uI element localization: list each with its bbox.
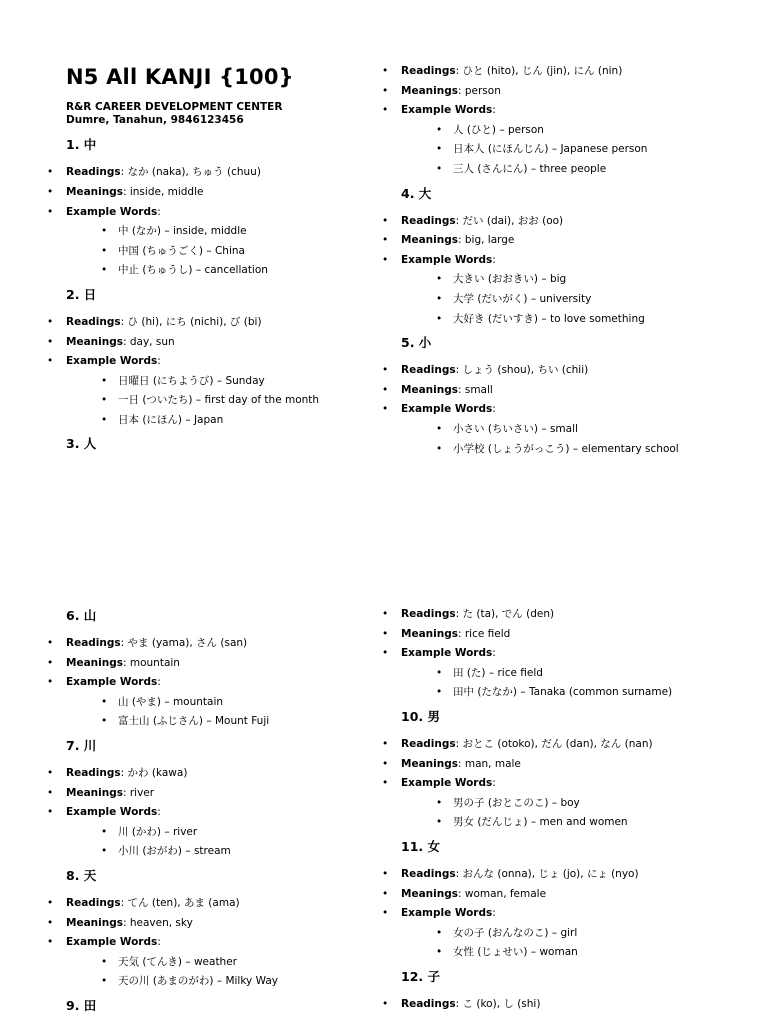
organization-address: Dumre, Tanahun, 9846123456 xyxy=(66,114,244,127)
kanji-entry-8 xyxy=(47,868,377,992)
meanings-item: • Meanings: man, male xyxy=(382,755,712,775)
example-word: • 女の子 (おんなのこ) – girl xyxy=(401,924,712,944)
readings-item: • Readings: こ (ko), し (shi) xyxy=(382,995,712,1015)
kanji-heading: 10. 男 xyxy=(401,708,440,724)
example-word: • 三人 (さんにん) – three people xyxy=(401,160,712,180)
bottom-right-column xyxy=(382,605,712,1021)
example-word: • 田中 (たなか) – Tanaka (common surname) xyxy=(401,683,712,703)
kanji-heading: 4. 大 xyxy=(401,185,432,201)
example-word: • 小学校 (しょうがっこう) – elementary school xyxy=(401,440,712,460)
kanji-heading: 6. 山 xyxy=(66,608,97,623)
example-word: • 中止 (ちゅうし) – cancellation xyxy=(66,261,377,281)
readings-item: • Readings: しょう (shou), ちい (chii) xyxy=(382,361,712,381)
example-word: • 大好き (だいすき) – to love something xyxy=(401,310,712,330)
example-word: • 小さい (ちいさい) – small xyxy=(401,420,712,440)
top-left-column xyxy=(47,66,377,462)
top-right-column xyxy=(382,62,712,465)
readings-item: • Readings: ひと (hito), じん (jin), にん (nin) xyxy=(382,62,712,82)
kanji-heading: 8. 天 xyxy=(66,867,97,883)
readings-item: • Readings: かわ (kawa) xyxy=(47,764,377,784)
kanji-entry-3 xyxy=(47,436,377,451)
meanings-item: • Meanings: river xyxy=(47,784,377,804)
readings-item: • Readings: てん (ten), あま (ama) xyxy=(47,894,377,914)
organization-name: R&R CAREER DEVELOPMENT CENTER xyxy=(66,101,283,114)
kanji-heading: 11. 女 xyxy=(401,838,440,854)
kanji-entry-12 xyxy=(382,969,712,1015)
examples-item: • Example Words: • 小さい (ちいさい) – small • 小学校 (しょうがっこう) – elementary school xyxy=(382,400,712,459)
examples-item: • Example Words: • 大きい (おおきい) – big • 大学 (だいがく) – university • 大好き (だいすき) – to love something xyxy=(382,251,712,329)
example-word: • 女性 (じょせい) – woman xyxy=(401,943,712,963)
examples-item: • Example Words: • 山 (やま) – mountain • 富士山 (ふじさん) – Mount Fuji xyxy=(47,673,377,732)
meanings-item: • Meanings: small xyxy=(382,381,712,401)
example-word: • 天の川 (あまのがわ) – Milky Way xyxy=(66,972,377,992)
example-word: • 大きい (おおきい) – big xyxy=(401,270,712,290)
examples-item: • Example Words: • 川 (かわ) – river • 小川 (おがわ) – stream xyxy=(47,803,377,862)
example-word: • 一日 (ついたち) – first day of the month xyxy=(66,391,377,411)
kanji-entry-10 xyxy=(382,709,712,833)
example-word: • 山 (やま) – mountain xyxy=(66,693,377,713)
meanings-item: • Meanings: person xyxy=(382,82,712,102)
meanings-item: • Meanings: day, sun xyxy=(47,333,377,353)
readings-item: • Readings: おとこ (otoko), だん (dan), なん (nan) xyxy=(382,735,712,755)
example-word: • 小川 (おがわ) – stream xyxy=(66,842,377,862)
readings-item: • Readings: ひ (hi), にち (nichi), び (bi) xyxy=(47,313,377,333)
readings-item: • Readings: だい (dai), おお (oo) xyxy=(382,212,712,232)
meanings-item: • Meanings: mountain xyxy=(47,654,377,674)
meanings-item: • Meanings: big, large xyxy=(382,231,712,251)
meanings-item: • Meanings: woman, female xyxy=(382,885,712,905)
example-word: • 大学 (だいがく) – university xyxy=(401,290,712,310)
examples-item: • Example Words: • 日曜日 (にちようび) – Sunday • 一日 (ついたち) – first day of the month • 日本 (にほん) – Japan xyxy=(47,352,377,430)
kanji-heading: 9. 田 xyxy=(66,997,97,1013)
kanji-heading: 3. 人 xyxy=(66,436,97,452)
examples-item: • Example Words: • 中 (なか) – inside, middle • 中国 (ちゅうごく) – China • 中止 (ちゅうし) – cancellation xyxy=(47,203,377,281)
examples-item: • Example Words: • 女の子 (おんなのこ) – girl • 女性 (じょせい) – woman xyxy=(382,904,712,963)
example-word: • 中国 (ちゅうごく) – China xyxy=(66,242,377,262)
kanji-heading: 1. 中 xyxy=(66,137,97,153)
example-word: • 川 (かわ) – river xyxy=(66,823,377,843)
kanji-heading: 7. 川 xyxy=(66,737,97,753)
kanji-heading: 2. 日 xyxy=(66,286,97,302)
kanji-entry-9 xyxy=(47,998,377,1013)
example-word: • 田 (た) – rice field xyxy=(401,664,712,684)
example-word: • 男女 (だんじょ) – men and women xyxy=(401,813,712,833)
kanji-entry-11 xyxy=(382,839,712,963)
kanji-entry-7 xyxy=(47,738,377,862)
example-word: • 天気 (てんき) – weather xyxy=(66,953,377,973)
example-word: • 人 (ひと) – person xyxy=(401,121,712,141)
readings-item: • Readings: た (ta), でん (den) xyxy=(382,605,712,625)
kanji-entry-1 xyxy=(47,137,377,281)
kanji-entry-5 xyxy=(382,335,712,459)
meanings-item: • Meanings: heaven, sky xyxy=(47,914,377,934)
readings-item: • Readings: やま (yama), さん (san) xyxy=(47,634,377,654)
readings-item: • Readings: なか (naka), ちゅう (chuu) xyxy=(47,163,377,183)
example-word: • 富士山 (ふじさん) – Mount Fuji xyxy=(66,712,377,732)
example-word: • 男の子 (おとこのこ) – boy xyxy=(401,794,712,814)
example-word: • 日曜日 (にちようび) – Sunday xyxy=(66,372,377,392)
examples-item: • Example Words: • 男の子 (おとこのこ) – boy • 男女 (だんじょ) – men and women xyxy=(382,774,712,833)
example-word: • 中 (なか) – inside, middle xyxy=(66,222,377,242)
examples-item: • Example Words: • 田 (た) – rice field • 田中 (たなか) – Tanaka (common surname) xyxy=(382,644,712,703)
meanings-item: • Meanings: inside, middle xyxy=(47,183,377,203)
example-word: • 日本人 (にほんじん) – Japanese person xyxy=(401,140,712,160)
document-title: N5 All KANJI {100} xyxy=(66,65,294,89)
kanji-entry-4 xyxy=(382,186,712,330)
kanji-entry-3-continued xyxy=(382,62,712,180)
kanji-entry-9-continued xyxy=(382,605,712,703)
bottom-left-column xyxy=(47,608,377,1024)
kanji-heading: 5. 小 xyxy=(401,335,432,351)
readings-item: • Readings: おんな (onna), じょ (jo), にょ (nyo) xyxy=(382,865,712,885)
examples-item: • Example Words: • 人 (ひと) – person • 日本人 (にほんじん) – Japanese person • 三人 (さんにん) – three people xyxy=(382,101,712,179)
kanji-entry-2 xyxy=(47,287,377,431)
examples-item: • Example Words: • 天気 (てんき) – weather • 天の川 (あまのがわ) – Milky Way xyxy=(47,933,377,992)
kanji-heading: 12. 子 xyxy=(401,968,440,984)
example-word: • 日本 (にほん) – Japan xyxy=(66,411,377,431)
organization-info xyxy=(66,101,377,127)
meanings-item: • Meanings: rice field xyxy=(382,625,712,645)
kanji-entry-6 xyxy=(47,608,377,732)
